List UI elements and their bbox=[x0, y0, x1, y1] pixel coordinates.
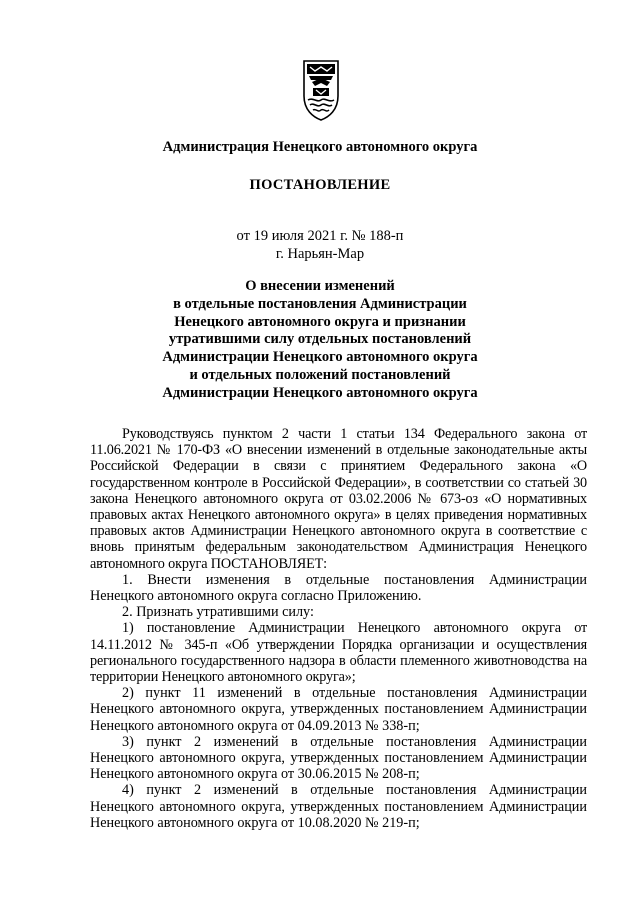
title-line: Администрации Ненецкого автономного округа bbox=[162, 349, 478, 366]
item-1-paragraph: 1. Внести изменения в отдельные постановления Администрации Ненецкого автономного округа согласно Приложению. bbox=[90, 571, 587, 605]
subitem-2-paragraph: 2) пункт 11 изменений в отдельные постановления Администрации Ненецкого автономного округа, утвержденных постановлением Администрации Ненецкого автономного округа от 04.09.2013 № 338-п; bbox=[90, 685, 587, 734]
organization-name: Администрация Ненецкого автономного округа bbox=[162, 139, 478, 155]
title-line: в отдельные постановления Администрации bbox=[173, 295, 467, 312]
coat-of-arms-emblem bbox=[301, 58, 341, 122]
title-line: утратившими силу отдельных постановлений bbox=[168, 331, 472, 348]
document-body bbox=[90, 426, 587, 831]
title-line: Администрации Ненецкого автономного округа bbox=[162, 384, 478, 401]
item-2-paragraph: 2. Признать утратившими силу: bbox=[122, 604, 314, 621]
subitem-4-paragraph: 4) пункт 2 изменений в отдельные постановления Администрации Ненецкого автономного округа, утвержденных постановлением Администрации Ненецкого автономного округа от 10.08.2020 № 219-п; bbox=[90, 782, 587, 831]
document-city: г. Нарьян-Мар bbox=[275, 246, 365, 262]
title-line: и отдельных положений постановлений bbox=[189, 366, 451, 383]
document-title bbox=[0, 278, 640, 403]
title-line: О внесении изменений bbox=[245, 278, 395, 294]
title-line: Ненецкого автономного округа и признании bbox=[174, 313, 466, 330]
document-type: ПОСТАНОВЛЕНИЕ bbox=[249, 177, 391, 193]
subitem-3-paragraph: 3) пункт 2 изменений в отдельные постановления Администрации Ненецкого автономного округа, утвержденных постановлением Администрации Ненецкого автономного округа от 30.06.2015 № 208-п; bbox=[90, 733, 587, 783]
subitem-1-paragraph: 1) постановление Администрации Ненецкого автономного округа от 14.11.2012 № 345-п «Об утверждении Порядка организации и осуществления регионального государственного надзора в области племенного животноводства на территории Ненецкого автономного округа»; bbox=[90, 620, 587, 686]
document-date-number: от 19 июля 2021 г. № 188-п bbox=[236, 228, 404, 244]
preamble-paragraph: Руководствуясь пунктом 2 части 1 статьи 134 Федерального закона от 11.06.2021 № 170-ФЗ «О внесении изменений в отдельные законодательные акты Российской Федерации в связи с принятием Федерального закона «О государственном контроле в Российской Федерации», в соответствии со статьей 30 закона Ненецкого автономного округа от 03.02.2006 № 673-оз «О нормативных правовых актах Ненецкого автономного округа» в целях приведения нормативных правовых актов Администрации Ненецкого автономного округа в соответствие с вновь принятым федеральным законодательством Администрация Ненецкого автономного округа ПОСТАНОВЛЯЕТ: bbox=[90, 426, 587, 572]
